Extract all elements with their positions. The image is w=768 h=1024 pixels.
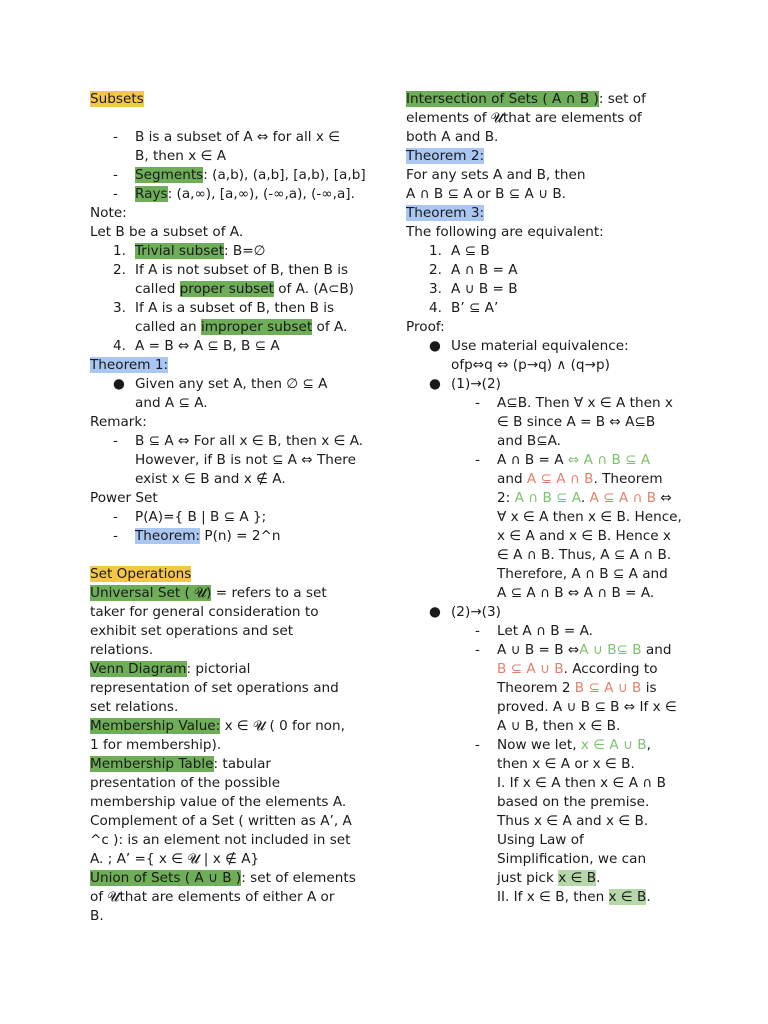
- theorem-3-heading: Theorem 3:: [406, 205, 485, 221]
- proof-3-case-2: II. If x ∈ B, then x ∈ B.: [497, 889, 651, 905]
- note-item-4: 4. A = B ⇔ A ⊆ B, B ⊆ A: [113, 338, 280, 354]
- remark-item: - B ⊆ A ⇔ For all x ∈ B, then x ∈ A. However, if B is not ⊆ A ⇔ There exist x ∈ B and x ∉ A.: [113, 433, 364, 487]
- venn-diagram-text: representation of set operations and: [90, 680, 339, 696]
- note-item-3: 3. If A is a subset of B, then B is called an improper subset of A.: [113, 300, 348, 335]
- theorem-2-text: A ∩ B ⊆ A or B ⊆ A ∪ B.: [406, 186, 566, 202]
- set-operations-heading: Set Operations: [90, 566, 192, 582]
- membership-table-def: Membership Table: tabular: [90, 756, 272, 772]
- membership-value-text: 1 for membership).: [90, 737, 222, 753]
- note-item-1: 1. Trivial subset: B=∅: [113, 243, 266, 259]
- intersection-def: Intersection of Sets ( A ∩ B ): set of: [406, 91, 646, 107]
- theorem-3-text: The following are equivalent:: [406, 224, 604, 240]
- let-b-text: Let B be a subset of A.: [90, 224, 244, 240]
- membership-value-def: Membership Value: x ∈ 𝓤 ( 0 for non,: [90, 718, 345, 734]
- note-item-2: 2. If A is not subset of B, then B is called proper subset of A. (A⊂B): [113, 262, 354, 297]
- power-set-item: - P(A)={ B | B ⊆ A };: [113, 509, 267, 525]
- theorem-1-bullet: ● Given any set A, then ∅ ⊆ A and A ⊆ A.: [113, 376, 328, 411]
- universal-set-text: relations.: [90, 642, 154, 658]
- left-column: [90, 90, 370, 926]
- proof-bullet-2: ● (1)→(2): [429, 376, 501, 392]
- universal-set-text: taker for general consideration to: [90, 604, 319, 620]
- universal-set-def: Universal Set ( 𝓤) = refers to a set: [90, 585, 327, 601]
- union-def: Union of Sets ( A ∪ B ): set of elements: [90, 870, 356, 886]
- theorem-2-heading: Theorem 2:: [406, 148, 485, 164]
- intersection-text: both A and B.: [406, 129, 499, 145]
- complement-text: ^c ): is an element not included in set: [90, 832, 351, 848]
- equiv-item-3: 3. A ∪ B = B: [429, 281, 518, 297]
- complement-text: A. ; A’ ={ x ∈ 𝓤 | x ∉ A}: [90, 851, 260, 867]
- proof-3-dash-2: - A ∪ B = B ⇔A ∪ B⊆ B and B ⊆ A ∪ B. According to Theorem 2 B ⊆ A ∪ B is proved. A ∪ B ⊆ B ⇔ If x ∈ A ∪ B, then x ∈ B.: [475, 642, 677, 734]
- proof-label: Proof:: [406, 319, 445, 335]
- right-column: [406, 90, 688, 907]
- venn-diagram-text: set relations.: [90, 699, 179, 715]
- proof-3-dash-1: - Let A ∩ B = A.: [475, 623, 593, 639]
- rays-item: - Rays: (a,∞), [a,∞), (-∞,a), (-∞,a].: [113, 186, 355, 202]
- theorem-1-heading: Theorem 1:: [90, 357, 169, 373]
- equiv-item-4: 4. B’ ⊆ A’: [429, 300, 499, 316]
- note-label: Note:: [90, 205, 127, 221]
- subsets-heading: Subsets: [90, 91, 144, 107]
- membership-table-text: membership value of the elements A.: [90, 794, 347, 810]
- intersection-text: elements of 𝓤that are elements of: [406, 110, 642, 126]
- membership-table-text: presentation of the possible: [90, 775, 281, 791]
- complement-text: Complement of a Set ( written as A’, A: [90, 813, 352, 829]
- equiv-item-1: 1. A ⊆ B: [429, 243, 490, 259]
- segments-item: - Segments: (a,b), (a,b], [a,b), [a,b]: [113, 167, 366, 183]
- venn-diagram-def: Venn Diagram: pictorial: [90, 661, 251, 677]
- proof-bullet-1: ● Use material equivalence: ofp⇔q ⇔ (p→q) ∧ (q→p): [429, 338, 629, 373]
- power-set-theorem: - Theorem: P(n) = 2^n: [113, 528, 281, 544]
- proof-2-dash-2: - A ∩ B = A ⇔ A ∩ B ⊆ A and A ⊆ A ∩ B. Theorem 2: A ∩ B ⊆ A. A ⊆ A ∩ B ⇔ ∀ x ∈ A then x ∈ B. Hence, x ∈ A and x ∈ B. Hence x ∈ A ∩ B. Thus, A ⊆ A ∩ B. Therefore, A ∩ B ⊆ A and A ⊆ A ∩ B ⇔ A ∩ B = A.: [475, 452, 682, 601]
- union-text: of 𝓤that are elements of either A or: [90, 889, 335, 905]
- theorem-2-text: For any sets A and B, then: [406, 167, 586, 183]
- proof-bullet-3: ● (2)→(3): [429, 604, 501, 620]
- subset-definition: - B is a subset of A ⇔ for all x ∈ B, then x ∈ A: [113, 129, 341, 164]
- union-text: B.: [90, 908, 104, 924]
- equiv-item-2: 2. A ∩ B = A: [429, 262, 518, 278]
- proof-2-dash-1: - A⊆B. Then ∀ x ∈ A then x ∈ B since A = B ⇔ A⊆B and B⊆A.: [475, 395, 673, 449]
- universal-set-text: exhibit set operations and set: [90, 623, 294, 639]
- power-set-label: Power Set: [90, 490, 158, 506]
- remark-label: Remark:: [90, 414, 147, 430]
- proof-3-dash-3: - Now we let, x ∈ A ∪ B, then x ∈ A or x ∈ B. I. If x ∈ A then x ∈ A ∩ B based on the premise. Thus x ∈ A and x ∈ B. Using Law of Simplification, we can just pick x ∈ B.: [475, 737, 666, 886]
